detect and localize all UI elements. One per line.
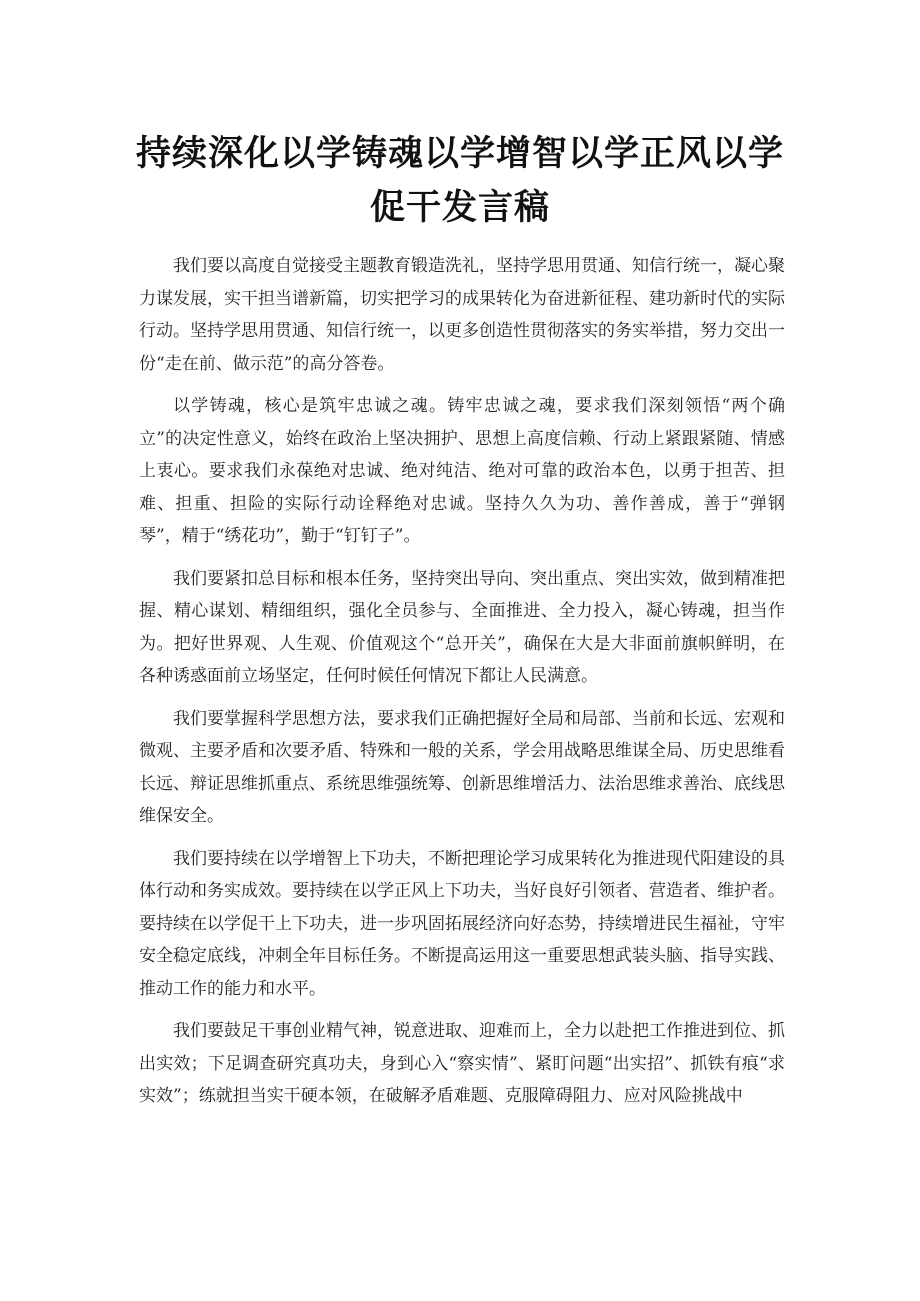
- paragraph-2: 以学铸魂，核心是筑牢忠诚之魂。铸牢忠诚之魂，要求我们深刻领悟“两个确立”的决定性意义，始终在政治上坚决拥护、思想上高度信赖、行动上紧跟紧随、情感上衷心。要求我们永葆绝对忠诚、绝对纯洁、绝对可靠的政治本色，以勇于担苦、担难、担重、担险的实际行动诠释绝对忠诚。坚持久久为功、善作善成，善于“弹钢琴”，精于“绣花功”，勤于“钉钉子”。: [139, 396, 785, 546]
- paragraph-6: 我们要鼓足干事创业精气神，锐意进取、迎难而上，全力以赴把工作推进到位、抓出实效；下足调查研究真功夫，身到心入“察实情”、紧盯问题“出实招”、抓铁有痕“求实效”；练就担当实干硬本领，在破解矛盾难题、克服障碍阻力、应对风险挑战中: [139, 1021, 785, 1106]
- paragraph-4: 我们要掌握科学思想方法，要求我们正确把握好全局和局部、当前和长远、宏观和微观、主要矛盾和次要矛盾、特殊和一般的关系，学会用战略思维谋全局、历史思维看长远、辩证思维抓重点、系统思维强统筹、创新思维增活力、法治思维求善治、底线思维保安全。: [139, 708, 785, 826]
- document-body: [139, 250, 785, 1123]
- paragraph-5: 我们要持续在以学增智上下功夫，不断把理论学习成果转化为推进现代阳建设的具体行动和务实成效。要持续在以学正风上下功夫，当好良好引领者、营造者、维护者。要持续在以学促干上下功夫，进一步巩固拓展经济向好态势，持续增进民生福祉，守牢安全稳定底线，冲刺全年目标任务。不断提高运用这一重要思想武装头脑、指导实践、推动工作的能力和水平。: [139, 848, 785, 999]
- paragraph-1: 我们要以高度自觉接受主题教育锻造洗礼，坚持学思用贯通、知信行统一，凝心聚力谋发展，实干担当谱新篇，切实把学习的成果转化为奋进新征程、建功新时代的实际行动。坚持学思用贯通、知信行统一，以更多创造性贯彻落实的务实举措，努力交出一份“走在前、做示范”的高分答卷。: [139, 256, 785, 374]
- title-line-1: 持续深化以学铸魂以学增智以学正风以学: [135, 133, 784, 175]
- title-line-2: 促干发言稿: [369, 187, 550, 229]
- paragraph-3: 我们要紧扣总目标和根本任务，坚持突出导向、突出重点、突出实效，做到精准把握、精心谋划、精细组织，强化全员参与、全面推进、全力投入，凝心铸魂，担当作为。把好世界观、人生观、价值观这个“总开关”，确保在大是大非面前旗帜鲜明，在各种诱惑面前立场坚定，任何时候任何情况下都让人民满意。: [139, 568, 785, 686]
- document-title: [110, 127, 810, 235]
